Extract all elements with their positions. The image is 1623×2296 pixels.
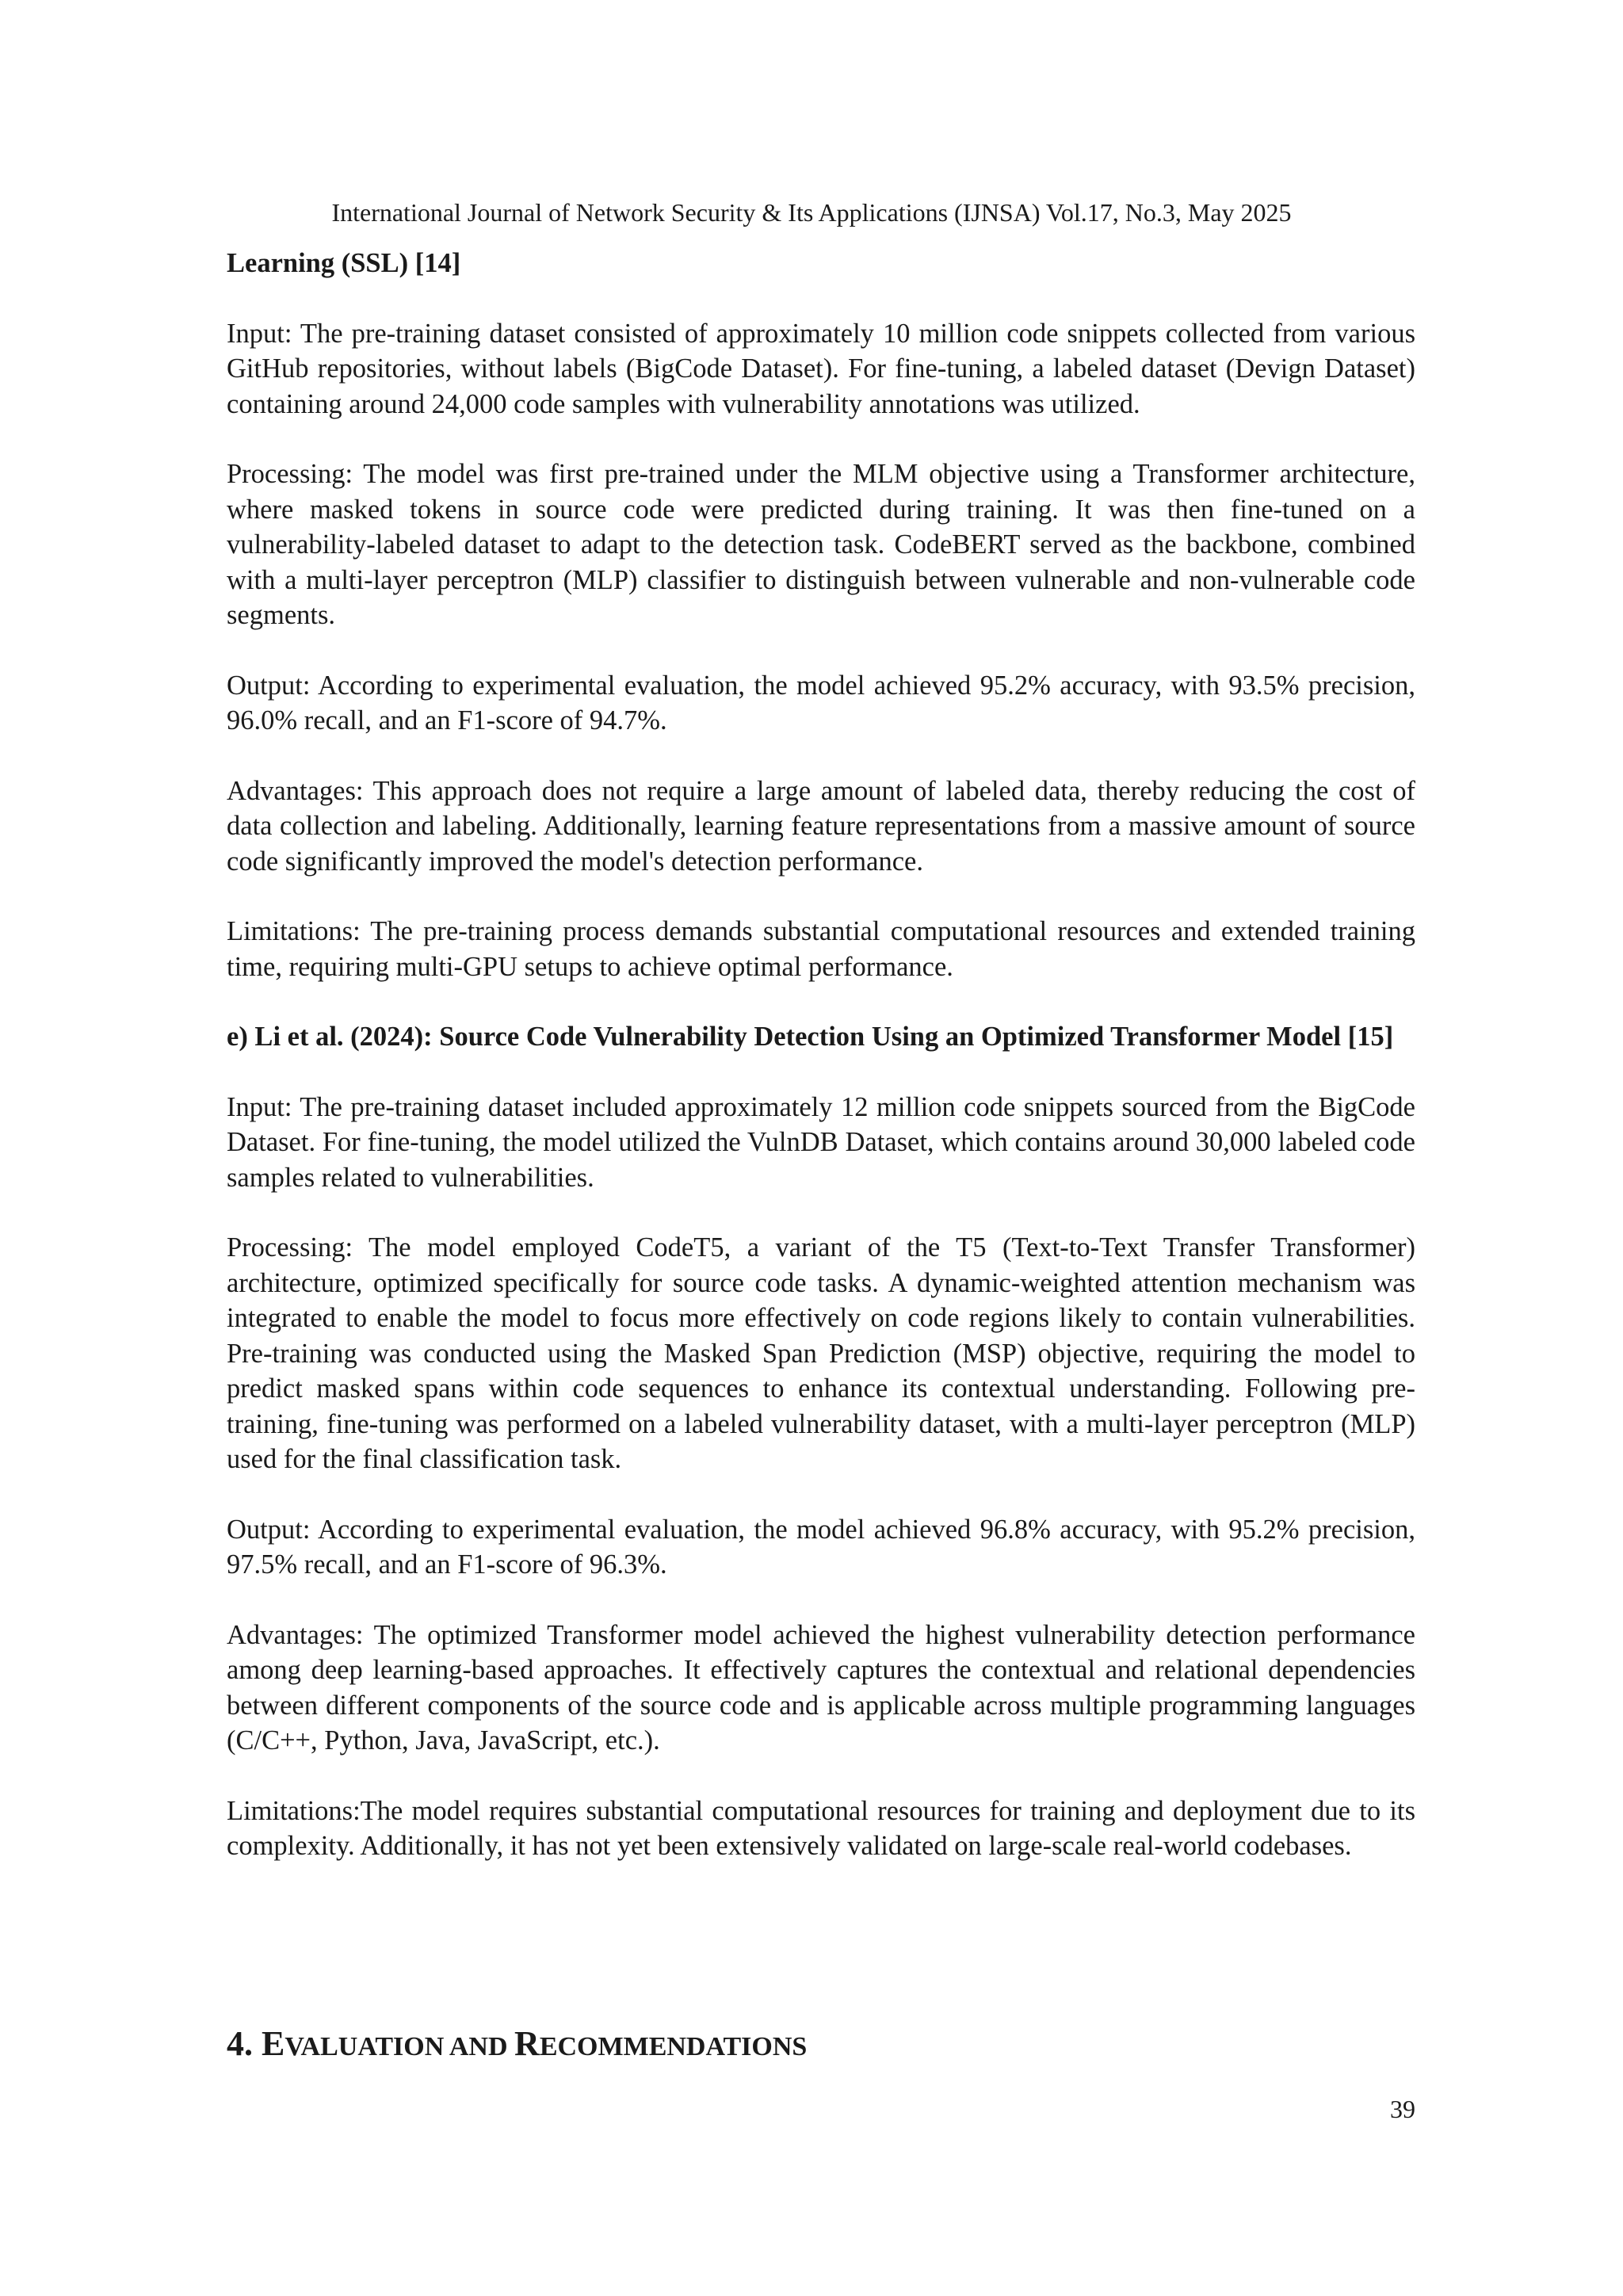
section-4-number: 4. bbox=[227, 2024, 253, 2063]
section-e-advantages-paragraph: Advantages: The optimized Transformer model achieved the highest vulnerability detection performance among deep learning-based approaches. It effectively captures the contextual and relational dependencies between different components of the source code and is applicable across multiple programming languages (C/C++, Python, Java, JavaScript, etc.). bbox=[227, 1619, 1415, 1755]
journal-header: International Journal of Network Security & Its Applications (IJNSA) Vol.17, No.3, May 2025 bbox=[331, 198, 1292, 227]
section-e-input-paragraph: Input: The pre-training dataset included approximately 12 million code snippets sourced from the BigCode Dataset. For fine-tuning, the model utilized the VulnDB Dataset, which contains around 30,000 labeled code samples related to vulnerabilities. bbox=[227, 1091, 1415, 1193]
section-e-heading: e) Li et al. (2024): Source Code Vulnerability Detection Using an Optimized Transformer Model [15] bbox=[227, 1022, 1394, 1052]
section-4-word2-rest: ECOMMENDATIONS bbox=[539, 2032, 808, 2061]
section-e-limitations-paragraph: Limitations:The model requires substantial computational resources for training and deployment due to its complexity. Additionally, it has not yet been extensively validated on large-scale real-world codebases. bbox=[227, 1795, 1415, 1861]
section-d-processing-paragraph: Processing: The model was first pre-trained under the MLM objective using a Transformer architecture, where masked tokens in source code were predicted during training. It was then fine-tuned on a vulnerability-labeled dataset to adapt to the detection task. CodeBERT served as the backbone, combined with a multi-layer perceptron (MLP) classifier to distinguish between vulnerable and non-vulnerable code segments. bbox=[227, 459, 1415, 630]
section-e-processing-paragraph: Processing: The model employed CodeT5, a variant of the T5 (Text-to-Text Transfer Transformer) architecture, optimized specifically for source code tasks. A dynamic-weighted attention mechanism was integrated to enable the model to focus more effectively on code regions likely to contain vulnerabilities. Pre-training was conducted using the Masked Span Prediction (MSP) objective, requiring the model to predict masked spans within code sequences to enhance its contextual understanding. Following pre-training, fine-tuning was performed on a labeled vulnerability dataset, with a multi-layer perceptron (MLP) used for the final classification task. bbox=[227, 1232, 1415, 1474]
section-d-limitations-paragraph: Limitations: The pre-training process demands substantial computational resources and extended training time, requiring multi-GPU setups to achieve optimal performance. bbox=[227, 916, 1415, 982]
page-number: 39 bbox=[1390, 2095, 1415, 2123]
section-4-word2-initial: R bbox=[514, 2024, 540, 2063]
section-4-word1-rest: VALUATION AND bbox=[285, 2032, 515, 2061]
section-d-output-paragraph: Output: According to experimental evaluation, the model achieved 95.2% accuracy, with 93.5% precision, 96.0% recall, and an F1-score of 94.7%. bbox=[227, 670, 1415, 735]
section-d-input-paragraph: Input: The pre-training dataset consisted of approximately 10 million code snippets collected from various GitHub repositories, without labels (BigCode Dataset). For fine-tuning, a labeled dataset (Devign Dataset) containing around 24,000 code samples with vulnerability annotations was utilized. bbox=[227, 318, 1415, 419]
section-e-output-paragraph: Output: According to experimental evaluation, the model achieved 96.8% accuracy, with 95.2% precision, 97.5% recall, and an F1-score of 96.3%. bbox=[227, 1514, 1415, 1580]
main-content bbox=[227, 246, 1415, 1899]
section-4-heading bbox=[227, 2023, 807, 2068]
section-4-word1-initial: E bbox=[262, 2024, 285, 2063]
continued-section-heading: Learning (SSL) [14] bbox=[227, 248, 461, 278]
section-d-advantages-paragraph: Advantages: This approach does not require a large amount of labeled data, thereby reducing the cost of data collection and labeling. Additionally, learning feature representations from a massive amount of source code significantly improved the model's detection performance. bbox=[227, 775, 1415, 877]
